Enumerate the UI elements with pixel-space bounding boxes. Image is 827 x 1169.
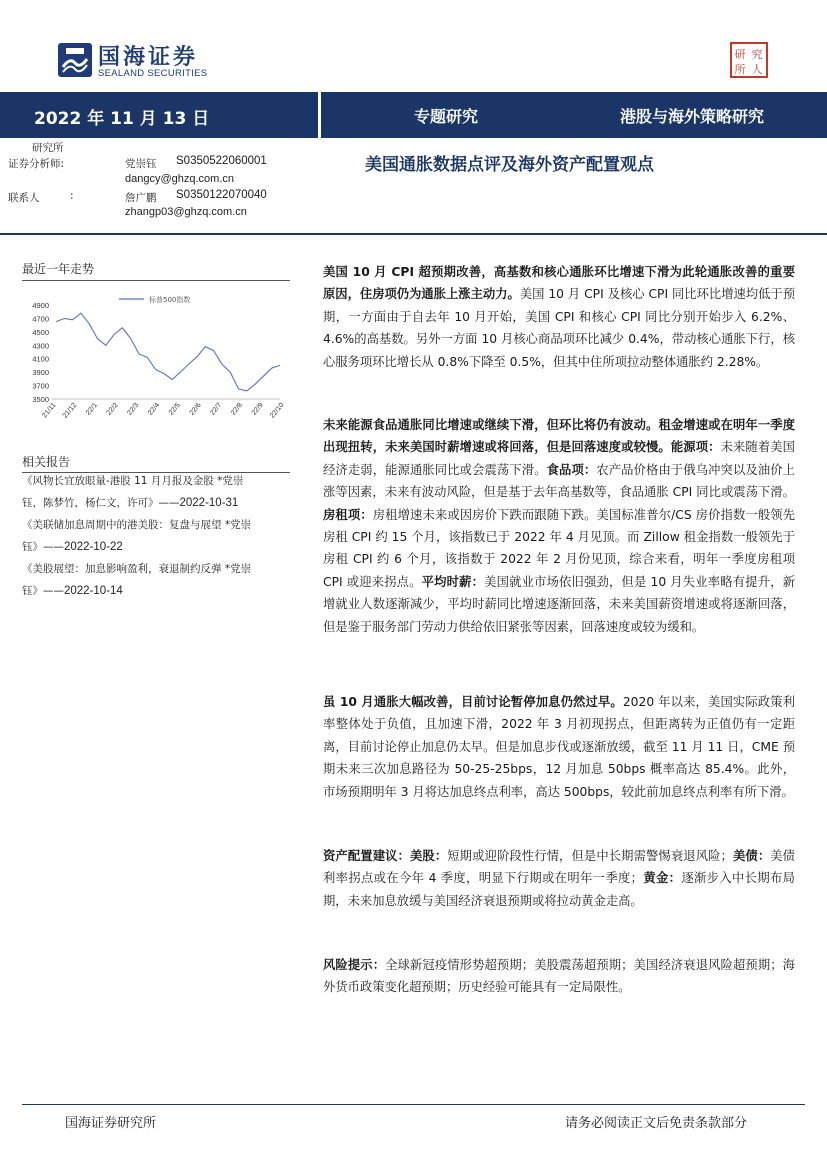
paragraph-rate-hikes [323,691,795,803]
related-report-1-line-b: 钰，陈梦竹，杨仁文，许可》—— [22,497,180,509]
related-report-2[interactable] [22,514,297,558]
seal-char-1: 研 [734,48,746,61]
seal-char-3: 所 [734,63,746,76]
x-tick-label: 22/7 [209,401,224,417]
footer-institute: 国海证券研究所 [65,1116,157,1131]
contact-code: S0350122070040 [176,189,267,201]
contact-colon: : [70,190,74,202]
institute-label: 研究所 [32,142,64,154]
related-report-2-line-b: 钰》—— [22,541,64,553]
contact-email[interactable]: zhangp03@ghzq.com.cn [125,206,247,218]
footer-disclaimer: 请务必阅读正文后免责条款部分 [565,1116,748,1131]
us-equity-label: 美股： [409,849,448,863]
wage-label: 平均时薪： [421,574,485,589]
food-text: 农产品价格由于俄乌冲突以及油价上涨等因素，未来有波动风险，但是基于去年高基数等，食品通胀 CPI 同比或震荡下滑。 [323,462,795,500]
related-report-3-line-a: 《美股展望：加息影响盈利，衰退制约反弹 *党崇 [22,563,252,575]
y-tick-label: 4300 [32,341,49,351]
paragraph-3-text: 2020 年以来，美国实际政策利率整体处于负值，且加速下滑，2022 年 3 月初现拐点，但距离转为正值仍有一定距离，目前讨论停止加息仍太早。但是加息步伐或逐渐放缓，截至 11 月 11 日，CME 预期未来三次加息路径为 50-25-25bps，12 月加息 50bps 概率高达 85.4%。此外，市场预期明年 3 月将达加息终点利率，高达 500bps，较此前加息终点利率有所下滑。 [323,695,795,799]
related-report-1[interactable] [22,470,297,514]
paragraph-cpi-summary [323,261,795,373]
related-report-3-line-b: 钰》—— [22,585,64,597]
y-tick-label: 3700 [32,381,49,391]
y-tick-label: 3500 [32,395,49,404]
gold-text: 逐渐步入中长期布局期，未来加息放缓与美国经济衰退预期或将拉动黄金走高。 [323,871,795,908]
seal-char-2: 究 [751,48,763,61]
seal-char-4: 人 [751,63,763,76]
x-tick-label: 22/5 [167,401,182,417]
us-equity-text: 短期或迎阶段性行情，但是中长期需警惕衰退风险； [447,849,733,863]
sp500-chart [22,295,292,437]
x-tick-label: 22/8 [229,401,245,417]
y-tick-label: 4100 [32,354,49,364]
x-tick-label: 22/2 [105,401,120,417]
contact-label: 联系人 [8,192,40,204]
paragraph-3-lead: 虽 10 月通胀大幅改善，目前讨论暂停加息仍然过早。 [323,695,623,709]
analyst-code: S0350522060001 [176,155,267,167]
analyst-label: 证券分析师: [8,158,65,170]
x-tick-label: 22/10 [268,401,286,420]
related-report-2-date: 2022-10-22 [64,541,123,553]
us-bond-text: 美债利率拐点或在今年 4 季度，明显下行期或在明年一季度； [323,849,795,886]
risk-text: 全球新冠疫情形势超预期；美股震荡超预期；美国经济衰退风险超预期；海外货币政策变化超预期；历史经验可能具有一定局限性。 [323,958,795,995]
paragraph-1-lead: 美国 10 月 CPI 超预期改善，高基数和核心通胀环比增速下滑为此轮通胀改善的重要原因，住房项仍为通胀上涨主动力。 [323,265,795,302]
energy-label: 能源项： [670,440,721,455]
related-report-1-line-a: 《风物长宜放眼量-港股 11 月月报及金股 *党崇 [22,475,244,487]
report-category: 专题研究 [414,107,479,126]
us-bond-label: 美债： [732,849,771,863]
banner-divider [318,92,321,138]
y-tick-label: 3900 [32,368,49,378]
paragraph-risk [323,954,795,999]
sp500-series-line [56,313,280,391]
related-report-3[interactable] [22,558,297,602]
x-tick-label: 22/1 [84,401,99,417]
analyst-name: 党崇钰 [125,158,157,170]
trend-rule [22,280,290,281]
related-report-2-line-a: 《美联储加息周期中的港美股：复盘与展望 *党崇 [22,519,252,531]
report-series: 港股与海外策略研究 [620,107,765,126]
y-tick-label: 4500 [32,327,49,337]
x-tick-label: 22/4 [147,401,162,417]
paragraph-1-text: 美国 10 月 CPI 及核心 CPI 同比环比增速均低于预期，一方面由于自去年 10 月开始，美国 CPI 和核心 CPI 同比分别开始步入 6.2%、4.6%的高基数。另外一方面 10 月核心商品项环比减少 0.4%，带动核心通胀下行，核心服务项环比增长从 0.8%下降至 0.5%，但其中住所项拉动整体通胀约 2.28%。 [323,287,795,369]
sealand-logo-icon [58,43,92,77]
gold-label: 黄金： [642,871,682,886]
logo-english-name: SEALAND SECURITIES [98,68,208,79]
header-rule [0,233,827,235]
footer-rule [22,1104,805,1105]
food-label: 食品项： [546,462,597,477]
paragraph-allocation [323,845,795,912]
x-tick-label: 22/6 [188,401,203,417]
energy-text: 未来随着美国经济走弱，能源通胀同比或会震荡下滑。 [323,440,795,477]
logo-chinese-name: 国海证券 [98,45,199,70]
x-tick-label: 21/12 [61,401,79,420]
related-report-3-date: 2022-10-14 [64,585,123,597]
analyst-email[interactable]: dangcy@ghzq.com.cn [125,173,235,185]
rent-text: 房租增速未来或因房价下跌而跟随下跌。美国标准普尔/CS 房价指数一般领先房租 CPI 约 15 个月，该指数已于 2022 年 4 月见顶。而 Zillow 租金指数一般领先于房租 CPI 约 6 个月，该指数于 2022 年 2 月份见顶，综合来看，明年一季度房租项 CPI 或迎来拐点。 [323,507,795,589]
related-title: 相关报告 [22,455,71,469]
related-report-1-date: 2022-10-31 [179,497,239,509]
y-tick-label: 4700 [32,314,49,324]
allocation-lead: 资产配置建议： [323,849,410,863]
institute-seal-icon [730,42,768,78]
rent-label: 房租项： [323,507,373,522]
x-tick-label: 22/3 [126,401,141,417]
wage-text: 美国就业市场依旧强劲，但是 10 月失业率略有提升，新增就业人数逐渐减少，平均时薪同比增速逐渐回落，未来美国薪资增速或将逐渐回落，但是鉴于服务部门劳动力供给依旧紧张等因素，回落速度或较为缓和。 [323,574,795,634]
paragraph-2-lead: 未来能源食品通胀同比增速或继续下滑，但环比将仍有波动。租金增速或在明年一季度出现扭转，未来美国时薪增速或将回落，但是回落速度或较慢。 [323,418,795,455]
paragraph-outlook [323,414,795,638]
x-tick-label: 22/9 [250,401,265,417]
legend-label: 标普500指数 [149,296,191,304]
y-tick-label: 4900 [32,301,49,310]
contact-name: 詹广鹏 [125,192,157,204]
trend-title: 最近一年走势 [22,262,95,276]
report-title: 美国通胀数据点评及海外资产配置观点 [365,155,654,175]
risk-lead: 风险提示： [323,958,386,972]
report-date: 2022 年 11 月 13 日 [34,109,210,129]
x-tick-label: 21/11 [41,401,58,420]
